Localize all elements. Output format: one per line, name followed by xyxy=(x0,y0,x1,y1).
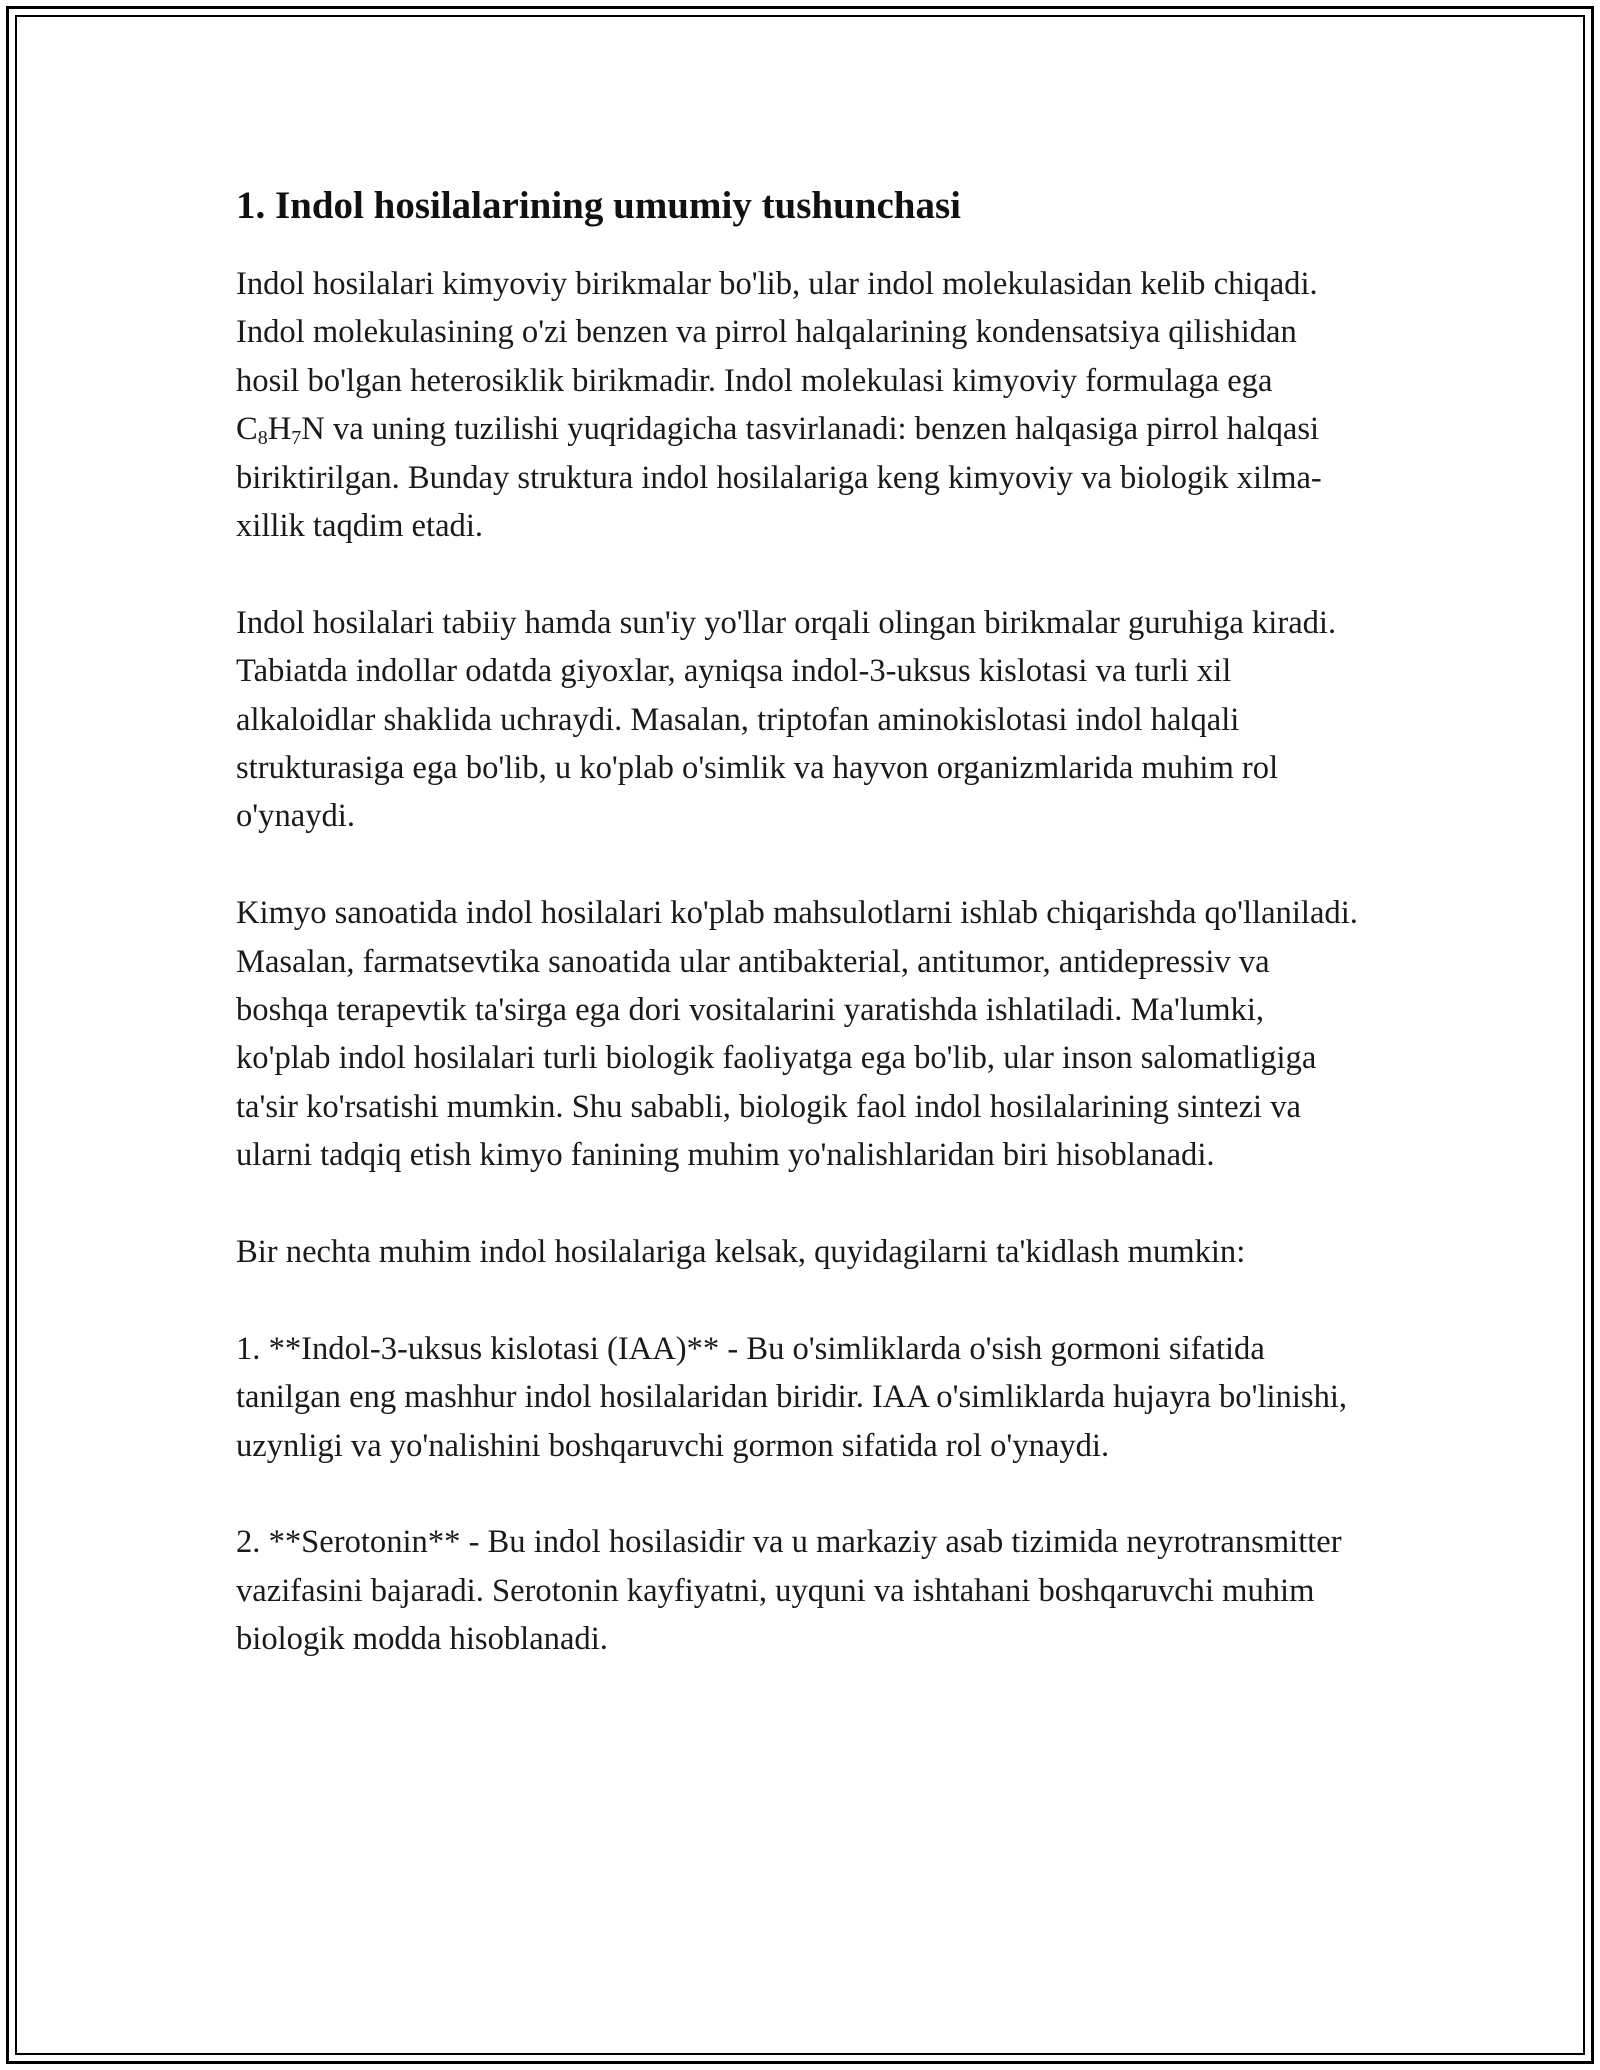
formula-hydrogen: H xyxy=(267,411,292,448)
list-item-serotonin: 2. **Serotonin** - Bu indol hosilasidir va u markaziy asab tizimida neyrotransmitter vazifasini bajaradi. Serotonin kayfiyatni, uyquni va ishtahani boshqaruvchi muhim biologik modda hisoblanadi. xyxy=(236,1524,1342,1658)
list-item-iaa: 1. **Indol-3-uksus kislotasi (IAA)** - Bu o'simliklarda o'sish gormoni sifatida tanilgan eng mashhur indol hosilalaridan biridir. IAA o'simliklarda hujayra bo'linishi, uzynligi va yo'nalishini boshqaruvchi gormon sifatida rol o'ynaydi. xyxy=(236,1330,1348,1464)
formula-carbon-count: 8 xyxy=(257,427,268,450)
formula-hydrogen-count: 7 xyxy=(291,427,302,450)
formula-nitrogen: N xyxy=(301,411,325,448)
paragraph-list-intro: Bir nechta muhim indol hosilalariga kelsak, quyidagilarni ta'kidlash mumkin: xyxy=(236,1234,1246,1271)
formula-carbon: C xyxy=(236,411,258,448)
paragraph-intro xyxy=(236,260,1366,550)
document-body xyxy=(236,182,1366,1712)
section-heading: 1. Indol hosilalarining umumiy tushunchasi xyxy=(236,184,962,227)
paragraph-intro-text-2: va uning tuzilishi yuqridagicha tasvirlanadi: benzen halqasiga pirrol halqasi biriktirilgan. Bunday struktura indol hosilalariga keng kimyoviy va biologik xilma-xillik taqdim etadi. xyxy=(236,411,1322,545)
paragraph-industry-use: Kimyo sanoatida indol hosilalari ko'plab mahsulotlarni ishlab chiqarishda qo'llaniladi. Masalan, farmatsevtika sanoatida ular antibakterial, antitumor, antidepressiv va boshqa terapevtik ta'sirga ega dori vositalarini yaratishda ishlatiladi. Ma'lumki, ko'plab indol hosilalari turli biologik faoliyatga ega bo'lib, ular inson salomatligiga ta'sir ko'rsatishi mumkin. Shu sababli, biologik faol indol hosilalarining sintezi va ularni tadqiq etish kimyo fanining muhim yo'nalishlaridan biri hisoblanadi. xyxy=(236,895,1358,1174)
paragraph-natural-sources: Indol hosilalari tabiiy hamda sun'iy yo'llar orqali olingan birikmalar guruhiga kiradi. Tabiatda indollar odatda giyoxlar, ayniqsa indol-3-uksus kislotasi va turli xil alkaloidlar shaklida uchraydi. Masalan, triptofan aminokislotasi indol halqali strukturasiga ega bo'lib, u ko'plab o'simlik va hayvon organizmlarida muhim rol o'ynaydi. xyxy=(236,604,1337,835)
chemical-formula xyxy=(236,411,325,450)
paragraph-intro-text-1: Indol hosilalari kimyoviy birikmalar bo'lib, ular indol molekulasidan kelib chiqadi. Indol molekulasining o'zi benzen va pirrol halqalarining kondensatsiya qilishidan hosil bo'lgan heterosiklik birikmadir. Indol molekulasi kimyoviy formulaga ega xyxy=(236,266,1318,399)
